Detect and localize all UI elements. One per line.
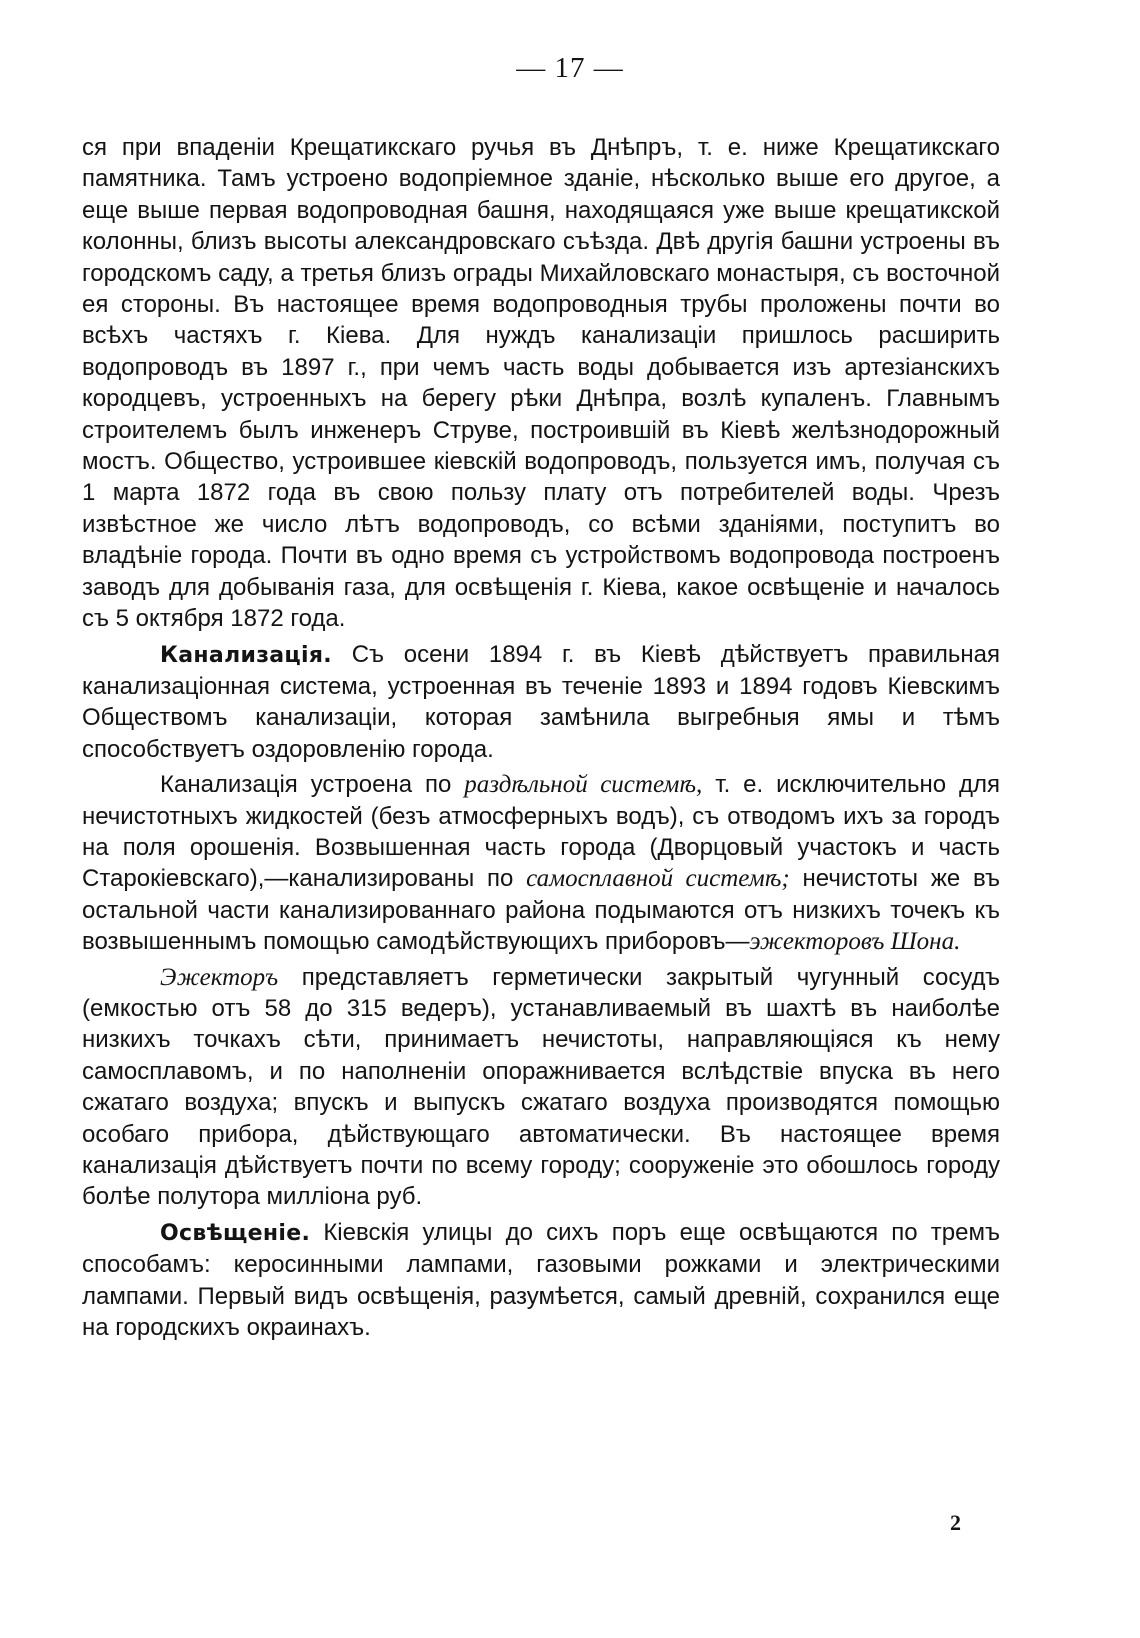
page-number: — 17 — — [516, 52, 624, 84]
paragraph-text: представляетъ герметически закрытый чугунный сосудъ (емкостью отъ 58 до 315 ведеръ), устанавливаемый въ шахтѣ въ наиболѣе низкихъ точкахъ сѣти, принимаетъ нечистоты, направляющіяся къ нему самосплавомъ, и по наполненіи опоражнивается вслѣдствіе впуска въ него сжатаго воздуха; впускъ и выпускъ сжатаго воздуха производятся помощью особаго прибора, дѣйствующаго автоматически. Въ настоящее время канализація дѣйствуетъ почти по всему городу; сооруженіе это обошлось городу болѣе полутора милліона руб. — [82, 963, 1000, 1211]
paragraph-text: Кіевскія улицы до сихъ поръ еще освѣщаются по тремъ способамъ: керосинными лампами, газовыми рожками и электрическими лампами. Первый видъ освѣщенія, разумѣется, самый древній, сохранился еще на городскихъ окраинахъ. — [82, 1218, 1000, 1342]
body-text — [82, 132, 1000, 1347]
paragraph-text: нечистоты же въ остальной части канализированнаго района подымаются отъ низкихъ точекъ къ возвышеннымъ помощью самодѣйствующихъ приборовъ— — [82, 865, 1001, 956]
emphasis-gravity-system: самосплавной системѣ; — [526, 865, 790, 893]
emphasis-separate-system: раздѣльной системѣ, — [464, 771, 703, 799]
paragraph-water-supply — [82, 132, 1000, 635]
printer-signature-mark: 2 — [950, 1510, 961, 1535]
paragraph-sewerage-system — [82, 769, 1000, 957]
paragraph-sewerage — [82, 639, 1000, 766]
emphasis-ejector: Эжекторъ — [160, 963, 279, 991]
paragraph-text: ся при впаденіи Крещатикскаго ручья въ Днѣпръ, т. е. ниже Крещатикскаго памятника. Тамъ устроено водопріемное зданіе, нѣсколько выше его другое, а еще выше первая водопроводная башня, находящаяся уже выше крещатикской колонны, близъ высоты александровскаго съѣзда. Двѣ другія башни устроены въ городскомъ саду, а третья близъ ограды Михайловскаго монастыря, съ восточной ея стороны. Въ настоящее время водопроводныя трубы проложены почти во всѣхъ частяхъ г. Кіева. Для нуждъ канализаціи пришлось расширить водопроводъ въ 1897 г., при чемъ часть воды добывается изъ артезіанскихъ кородцевъ, устроенныхъ на берегу рѣки Днѣпра, возлѣ купаленъ. Главнымъ строителемъ былъ инженеръ Струве, построившій въ Кіевѣ желѣзнодорожный мостъ. Общество, устроившее кіевскій водопроводъ, пользуется имъ, получая съ 1 марта 1872 года въ свою пользу плату отъ потребителей воды. Чрезъ извѣстное же число лѣтъ водопроводъ, со всѣми зданіями, поступитъ во владѣніе города. Почти въ одно время съ устройствомъ водопровода построенъ заводъ для добыванія газа, для освѣщенія г. Кіева, какое освѣщеніе и началось съ 5 октября 1872 года. — [82, 134, 1000, 633]
paragraph-ejector — [82, 962, 1000, 1213]
paragraph-text: т. е. исключительно для нечистотныхъ жидкостей (безъ атмосферныхъ водъ), съ отводомъ ихъ за городъ на поля орошенія. Возвышенная часть города (Дворцовый участокъ и часть Старокіевскаго),—канализированы по — [82, 771, 1000, 893]
section-heading-sewerage: Канализація. — [160, 642, 332, 668]
paragraph-text: Съ осени 1894 г. въ Кіевѣ дѣйствуетъ правильная канализаціонная система, устроенная въ теченіе 1893 и 1894 годовъ Кіевскимъ Обществомъ канализаціи, которая замѣнила выгребныя ямы и тѣмъ способствуетъ оздоровленію города. — [82, 640, 1000, 763]
section-heading-lighting: Освѣщеніе. — [160, 1220, 311, 1246]
paragraph-text: Канализація устроена по — [160, 771, 465, 799]
emphasis-shone-ejectors: эжекторовъ Шона. — [749, 928, 961, 956]
paragraph-lighting — [82, 1217, 1000, 1344]
